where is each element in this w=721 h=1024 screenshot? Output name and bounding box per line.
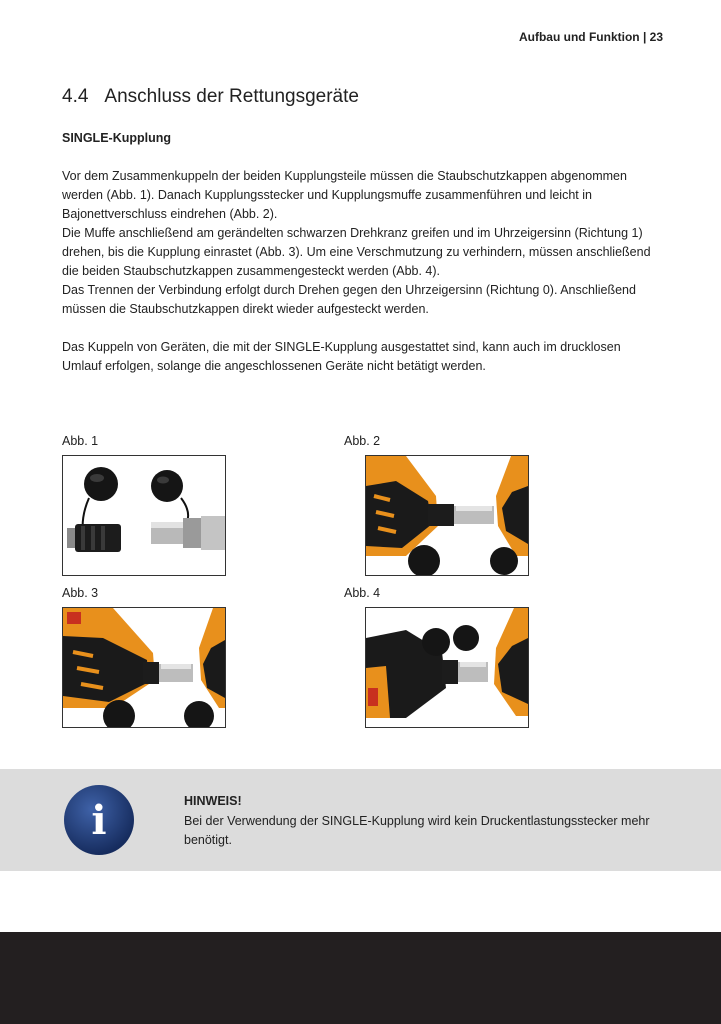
note-text: Bei der Verwendung der SINGLE-Kupplung wird kein Druckentlastungsstecker mehr benötigt.: [184, 814, 650, 847]
figure-1-image: [62, 455, 226, 576]
note-title: HINWEIS!: [184, 794, 242, 808]
info-glyph: i: [91, 797, 107, 844]
figure-2-label: Abb. 2: [344, 434, 381, 448]
figure-4-image: [365, 607, 529, 728]
paragraph-3: Das Trennen der Verbindung erfolgt durch Drehen gegen den Uhrzeigersinn (Richtung 0). Anschließend müssen die Staubschutzkappen direkt wieder aufgesteckt werden.: [62, 283, 636, 316]
figure-1-label: Abb. 1: [62, 434, 99, 448]
figure-2-image: [365, 455, 529, 576]
section-number: 4.4: [62, 86, 89, 107]
figure-3-illustration: [63, 608, 225, 727]
body-text: [62, 167, 656, 376]
paragraph-4: Das Kuppeln von Geräten, die mit der SINGLE-Kupplung ausgestattet sind, kann auch im drucklosen Umlauf erfolgen, solange die angeschlossenen Geräte nicht betätigt werden.: [62, 340, 621, 373]
subheading: SINGLE-Kupplung: [62, 131, 172, 145]
paragraph-1: Vor dem Zusammenkuppeln der beiden Kupplungsteile müssen die Staubschutzkappen abgenommen werden (Abb. 1). Danach Kupplungsstecker und Kupplungsmuffe zusammenführen und leicht in Bajonettverschluss eindrehen (Abb. 2).: [62, 169, 627, 221]
section-title-text: Anschluss der Rettungsgeräte: [104, 86, 359, 107]
figure-4-illustration: [366, 608, 528, 727]
info-icon: [63, 784, 135, 856]
paragraph-2: Die Muffe anschließend am gerändelten schwarzen Drehkranz greifen und im Uhrzeigersinn (Richtung 1) drehen, bis die Kupplung einrastet (Abb. 3). Um eine Verschmutzung zu verhindern, müssen anschließend die beiden Staubschutzkappen zusammengesteckt werden (Abb. 4).: [62, 226, 651, 278]
section-title: [62, 86, 359, 108]
footer-band: [0, 932, 721, 1024]
running-header: Aufbau und Funktion | 23: [518, 30, 663, 44]
figure-2-illustration: [366, 456, 528, 575]
figure-1-illustration: [63, 456, 225, 575]
figure-3-image: [62, 607, 226, 728]
figure-4-label: Abb. 4: [344, 586, 381, 600]
figure-3-label: Abb. 3: [62, 586, 99, 600]
